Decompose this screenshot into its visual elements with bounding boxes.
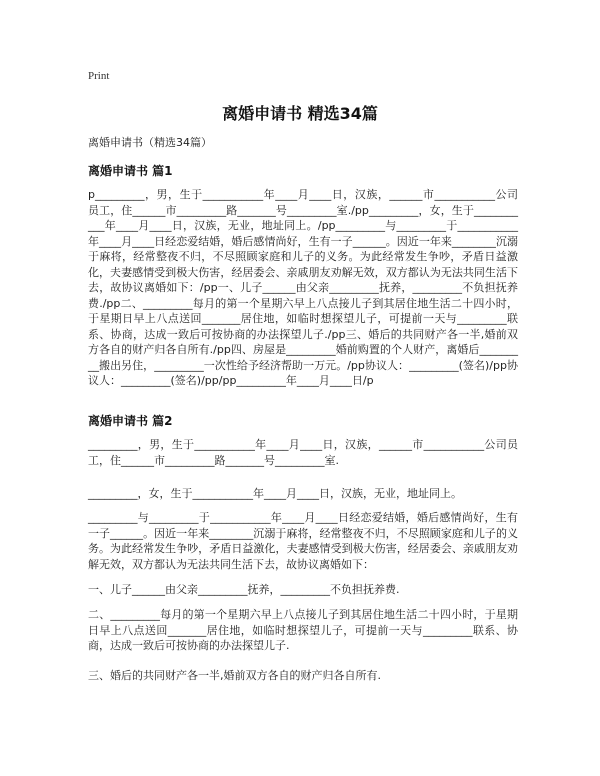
section-heading-1: 离婚申请书 篇1 — [88, 164, 173, 178]
section-1-body: p_________，男，生于___________年____月____日，汉族，______市___________公司员工，住______市_________路_______号_________室./pp_________，女，生于___________年____月____日，汉族，无业，地址同上。/pp_________与_________于___________年____月____日经恋爱结婚，婚后感情尚好，生有一子______。因近一年来________沉溺于麻将，经常整夜不归，不尽照顾家庭和儿子的义务。为此经常发生争吵，矛盾日益激化，夫妻感情受到极大伤害，经居委会、亲戚朋友劝解无效，双方都认为无法共同生活下去，故协议离婚如下：/pp一、儿子______由父亲_________抚养，_________不负担抚养费./pp二、_________每月的第一个星期六早上八点接儿子到其居住地生活二十四小时，于星期日早上八点送回_______居住地，如临时想探望儿子，可提前一天与_________联系、协商，达成一致后可按协商的办法探望儿子./pp三、婚后的共同财产各一半,婚前双方各自的财产归各自所有./pp四、房屋是_________婚前购置的个人财产，离婚后_________搬出另住，_________一次性给予经济帮助一万元。/pp协议人：_________(签名)/pp协议人：_________(签名)/pp/pp_________年____月____日/p — [88, 188, 518, 387]
section-2-paragraph-6: 三、婚后的共同财产各一半,婚前双方各自的财产归各自所有. — [88, 669, 381, 682]
section-2-paragraph-1: _________，男，生于___________年____月____日，汉族，______市___________公司员工，住______市_________路_______号_________室. — [88, 438, 518, 467]
document-title: 离婚申请书 精选34篇 — [222, 104, 378, 123]
section-2-paragraph-3: _________与_________于___________年____月____日经恋爱结婚，婚后感情尚好，生有一子______。因近一年来________沉溺于麻将，经常整夜不归，不尽照顾家庭和儿子的义务。为此经常发生争吵，矛盾日益激化，夫妻感情受到极大伤害，经居委会、亲戚朋友劝解无效，双方都认为无法共同生活下去，故协议离婚如下： — [88, 511, 518, 571]
section-2-paragraph-4: 一、儿子______由父亲_________抚养，_________不负担抚养费. — [88, 583, 400, 596]
document-subtitle: 离婚申请书（精选34篇） — [88, 136, 212, 149]
section-2-paragraph-5: 二、_________每月的第一个星期六早上八点接儿子到其居住地生活二十四小时，于星期日早上八点送回_______居住地，如临时想探望儿子，可提前一天与_________联系、协商，达成一致后可按协商的办法探望儿子. — [88, 608, 518, 652]
print-link[interactable]: Print — [88, 70, 110, 82]
section-2-paragraph-2: _________，女，生于___________年____月____日，汉族，无业，地址同上。 — [88, 487, 462, 500]
section-heading-2: 离婚申请书 篇2 — [88, 414, 173, 428]
